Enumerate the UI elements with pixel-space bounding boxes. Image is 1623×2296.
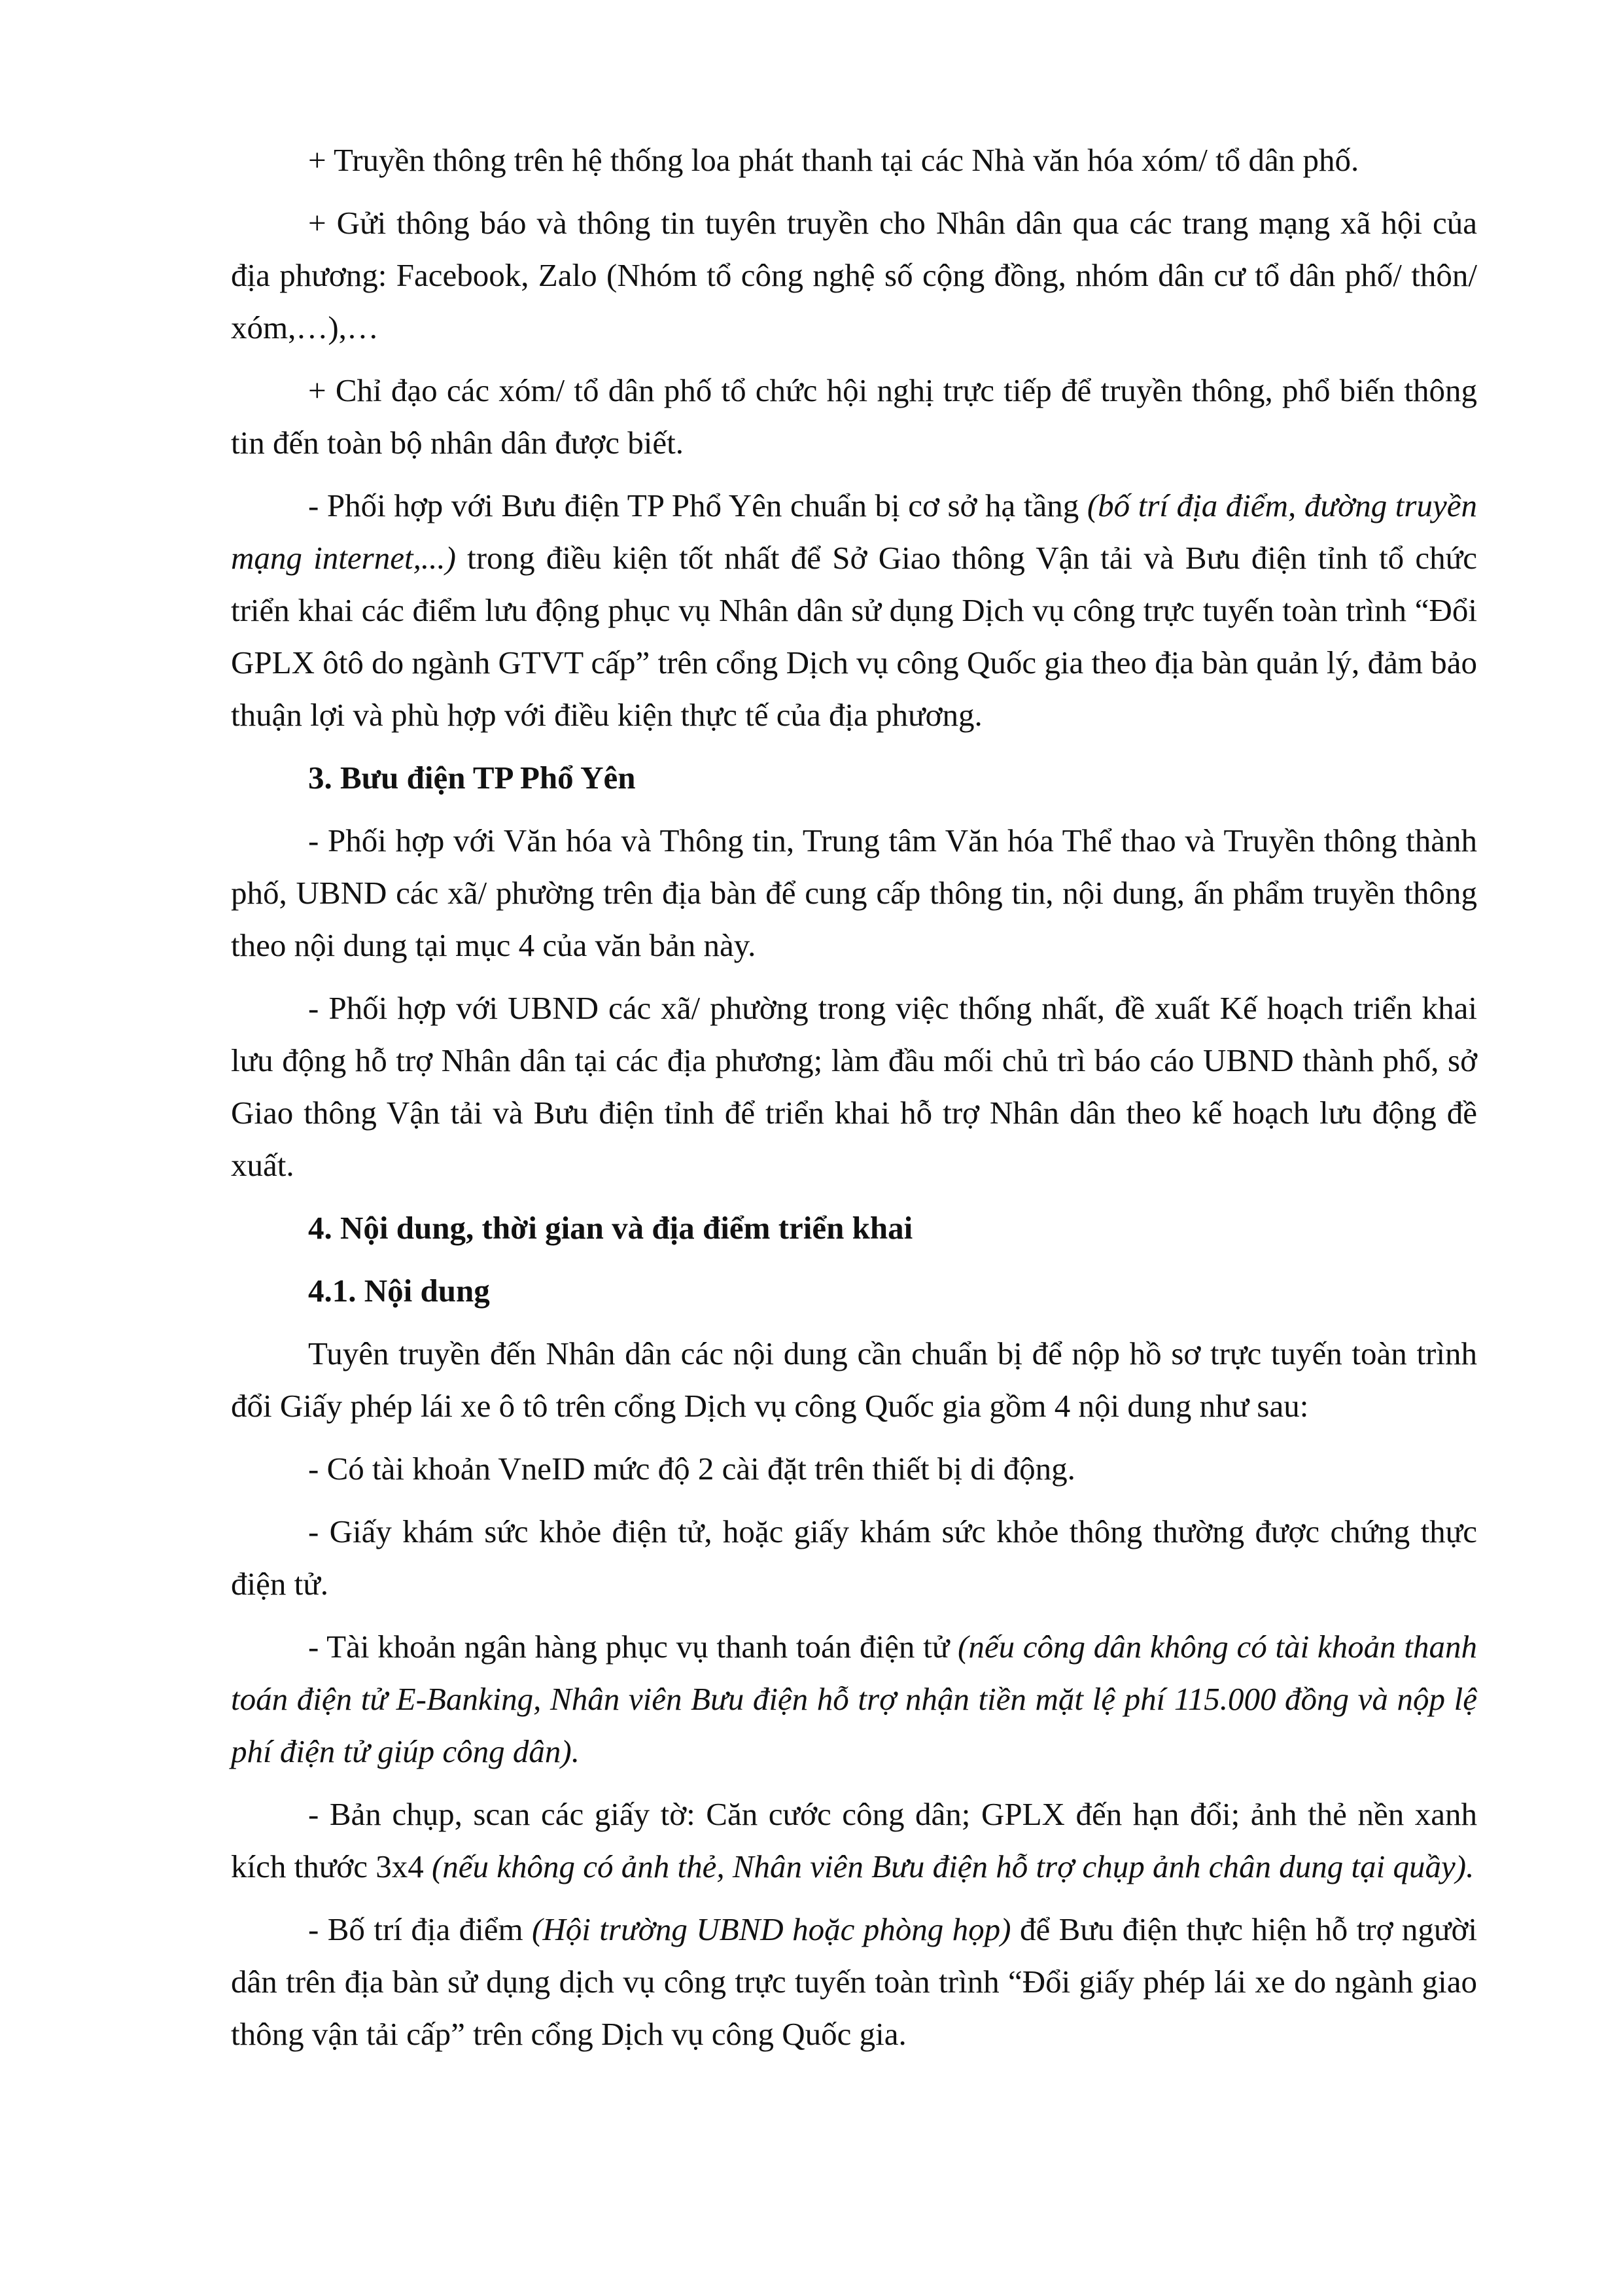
subsection-heading-4-1: 4.1. Nội dung	[308, 1273, 490, 1309]
paragraph-infrastructure	[231, 480, 1477, 741]
text-segment: - Tài khoản ngân hàng phục vụ thanh toán điện tử	[308, 1629, 958, 1665]
document-page	[231, 134, 1477, 2071]
italic-note: (nếu công dân không có tài khoản thanh toán điện tử E-Banking, Nhân viên Bưu điện hỗ trợ nhận tiền mặt lệ phí 115.000 đồng và nộp lệ phí điện tử giúp công dân).	[231, 1629, 1477, 1769]
text-segment: trong điều kiện tốt nhất để Sở Giao thông Vận tải và Bưu điện tỉnh tổ chức triển khai các điểm lưu động phục vụ Nhân dân sử dụng Dịch vụ công trực tuyến toàn trình “Đổi GPLX ôtô do ngành GTVT cấp” trên cổng Dịch vụ công Quốc gia theo địa bàn quản lý, đảm bảo thuận lợi và phù hợp với điều kiện thực tế của địa phương.	[231, 540, 1477, 733]
paragraph-loudspeaker: + Truyền thông trên hệ thống loa phát thanh tại các Nhà văn hóa xóm/ tổ dân phố.	[308, 142, 1359, 178]
text-segment: - Bản chụp, scan các giấy tờ: Căn cước công dân; GPLX đến hạn đổi; ảnh thẻ nền xanh kích thước 3x4	[231, 1796, 1477, 1884]
text-segment: để Bưu điện thực hiện hỗ trợ người dân trên địa bàn sử dụng dịch vụ công trực tuyến toàn trình “Đổi giấy phép lái xe do ngành giao thông vận tải cấp” trên cổng Dịch vụ công Quốc gia.	[231, 1911, 1478, 2052]
paragraph-conference: + Chỉ đạo các xóm/ tổ dân phố tổ chức hội nghị trực tiếp để truyền thông, phổ biến thông tin đến toàn bộ nhân dân được biết.	[231, 372, 1477, 461]
section-heading-4: 4. Nội dung, thời gian và địa điểm triển khai	[308, 1210, 913, 1246]
paragraph-location	[231, 1903, 1477, 2060]
italic-note: (bố trí địa điểm, đường truyền mạng internet,...)	[231, 487, 1477, 576]
paragraph-scan-documents	[231, 1788, 1477, 1893]
paragraph-bank-account	[231, 1621, 1477, 1778]
paragraph-vneid: - Có tài khoản VneID mức độ 2 cài đặt trên thiết bị di động.	[308, 1451, 1075, 1487]
paragraph-coordination-culture: - Phối hợp với Văn hóa và Thông tin, Trung tâm Văn hóa Thể thao và Truyền thông thành phố, UBND các xã/ phường trên địa bàn để cung cấp thông tin, nội dung, ấn phẩm truyền thông theo nội dung tại mục 4 của văn bản này.	[231, 822, 1477, 963]
section-heading-3: 3. Bưu điện TP Phổ Yên	[308, 760, 636, 796]
italic-note: (nếu không có ảnh thẻ, Nhân viên Bưu điện hỗ trợ chụp ảnh chân dung tại quầy).	[431, 1848, 1475, 1884]
italic-note: (Hội trường UBND hoặc phòng họp)	[532, 1911, 1011, 1947]
text-segment: - Phối hợp với Bưu điện TP Phổ Yên chuẩn bị cơ sở hạ tầng	[308, 487, 1087, 523]
paragraph-coordination-ubnd: - Phối hợp với UBND các xã/ phường trong việc thống nhất, đề xuất Kế hoạch triển khai lưu động hỗ trợ Nhân dân tại các địa phương; làm đầu mối chủ trì báo cáo UBND thành phố, sở Giao thông Vận tải và Bưu điện tỉnh để triển khai hỗ trợ Nhân dân theo kế hoạch lưu động đề xuất.	[231, 990, 1477, 1183]
paragraph-propaganda: Tuyên truyền đến Nhân dân các nội dung cần chuẩn bị để nộp hồ sơ trực tuyến toàn trình đổi Giấy phép lái xe ô tô trên cổng Dịch vụ công Quốc gia gồm 4 nội dung như sau:	[231, 1335, 1477, 1424]
text-segment: - Bố trí địa điểm	[308, 1911, 532, 1947]
paragraph-social-media: + Gửi thông báo và thông tin tuyên truyền cho Nhân dân qua các trang mạng xã hội của địa phương: Facebook, Zalo (Nhóm tổ công nghệ số cộng đồng, nhóm dân cư tổ dân phố/ thôn/ xóm,…),…	[231, 205, 1477, 345]
paragraph-health-certificate: - Giấy khám sức khỏe điện tử, hoặc giấy khám sức khỏe thông thường được chứng thực điện tử.	[231, 1513, 1477, 1602]
